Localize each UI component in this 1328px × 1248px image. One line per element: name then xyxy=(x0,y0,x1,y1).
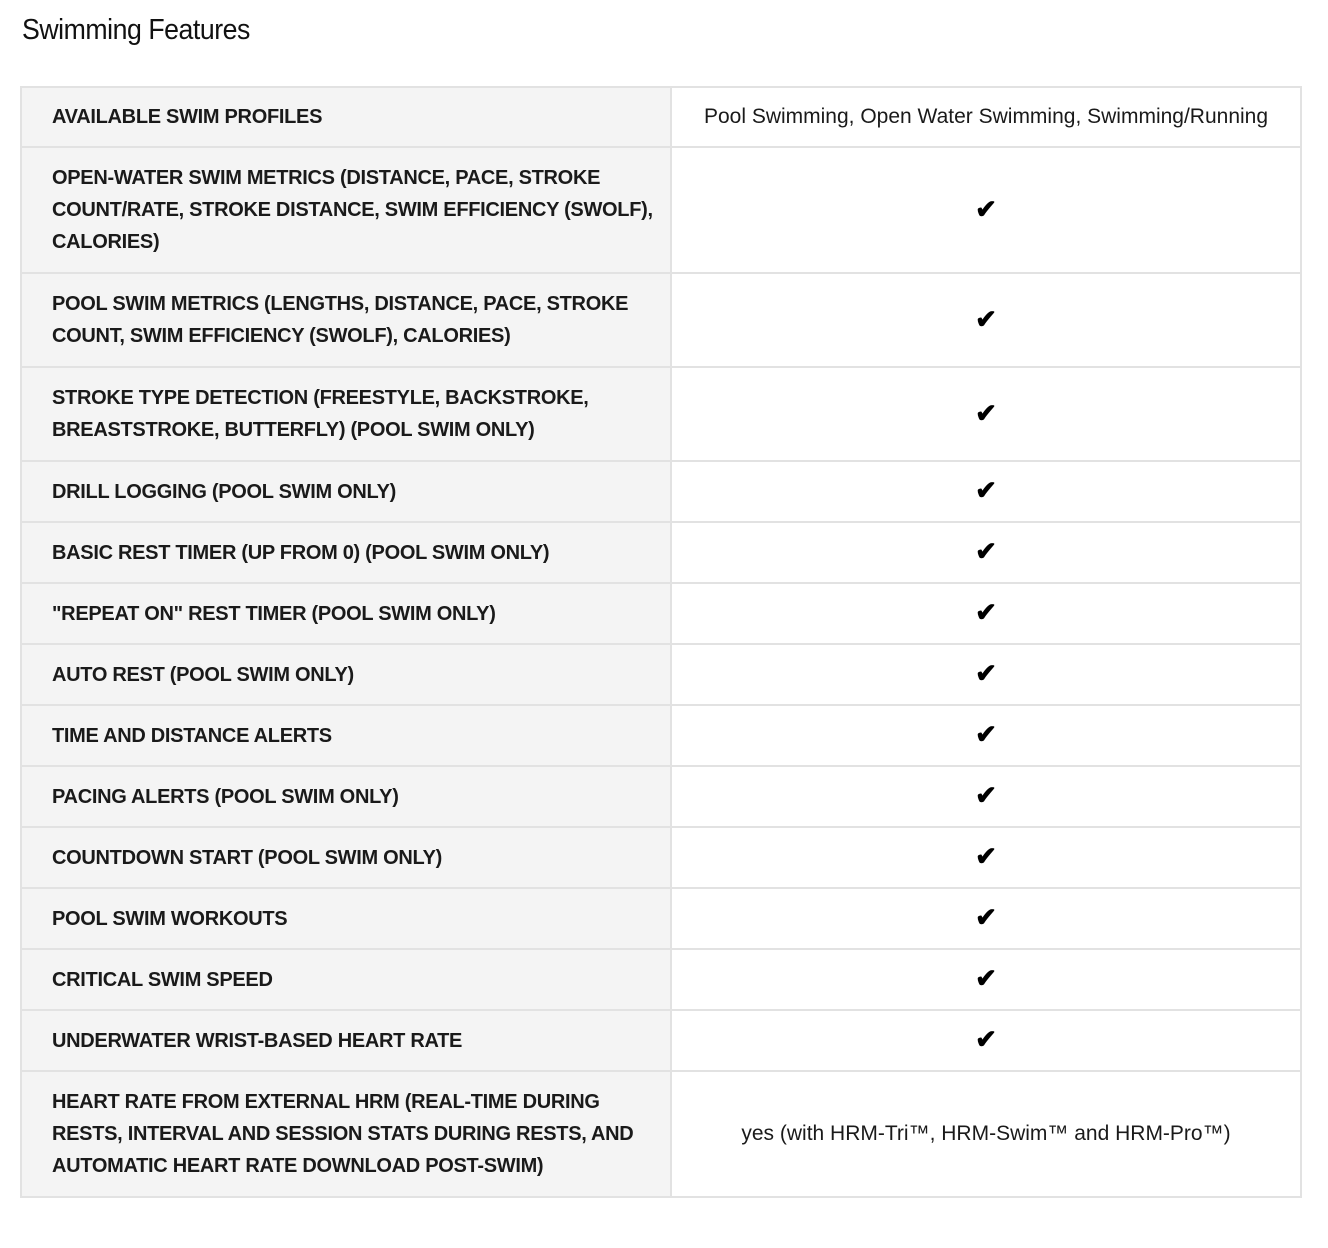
feature-value xyxy=(671,147,1301,273)
feature-name: AVAILABLE SWIM PROFILES xyxy=(21,87,671,147)
feature-name: HEART RATE FROM EXTERNAL HRM (REAL-TIME DURING RESTS, INTERVAL AND SESSION STATS DURING RESTS, AND AUTOMATIC HEART RATE DOWNLOAD POST-SWIM) xyxy=(21,1071,671,1197)
feature-value xyxy=(671,1010,1301,1071)
checkmark-icon: ✔ xyxy=(975,1024,997,1054)
checkmark-icon: ✔ xyxy=(975,193,997,224)
table-row xyxy=(21,827,1301,888)
feature-value xyxy=(671,522,1301,583)
table-row xyxy=(21,949,1301,1010)
feature-value xyxy=(671,367,1301,461)
feature-name: "REPEAT ON" REST TIMER (POOL SWIM ONLY) xyxy=(21,583,671,644)
table-row xyxy=(21,461,1301,522)
feature-value xyxy=(671,644,1301,705)
table-row xyxy=(21,1010,1301,1071)
swimming-features-table xyxy=(20,86,1302,1198)
feature-name: OPEN-WATER SWIM METRICS (DISTANCE, PACE, STROKE COUNT/RATE, STROKE DISTANCE, SWIM EFFICIENCY (SWOLF), CALORIES) xyxy=(21,147,671,273)
checkmark-icon: ✔ xyxy=(975,475,997,505)
checkmark-icon: ✔ xyxy=(975,841,997,871)
checkmark-icon: ✔ xyxy=(975,658,997,688)
table-row xyxy=(21,273,1301,367)
feature-name: UNDERWATER WRIST-BASED HEART RATE xyxy=(21,1010,671,1071)
feature-value xyxy=(671,827,1301,888)
table-row xyxy=(21,583,1301,644)
checkmark-icon: ✔ xyxy=(975,397,997,428)
table-row xyxy=(21,644,1301,705)
feature-name: PACING ALERTS (POOL SWIM ONLY) xyxy=(21,766,671,827)
feature-value xyxy=(671,461,1301,522)
feature-name: AUTO REST (POOL SWIM ONLY) xyxy=(21,644,671,705)
feature-value: yes (with HRM-Tri™, HRM-Swim™ and HRM-Pro™) xyxy=(671,1071,1301,1197)
table-row xyxy=(21,888,1301,949)
checkmark-icon: ✔ xyxy=(975,536,997,566)
table-row xyxy=(21,705,1301,766)
table-row xyxy=(21,147,1301,273)
feature-name: CRITICAL SWIM SPEED xyxy=(21,949,671,1010)
feature-value: Pool Swimming, Open Water Swimming, Swimming/Running xyxy=(671,87,1301,147)
feature-name: STROKE TYPE DETECTION (FREESTYLE, BACKSTROKE, BREASTSTROKE, BUTTERFLY) (POOL SWIM ONLY) xyxy=(21,367,671,461)
feature-name: TIME AND DISTANCE ALERTS xyxy=(21,705,671,766)
checkmark-icon: ✔ xyxy=(975,963,997,993)
feature-value xyxy=(671,583,1301,644)
checkmark-icon: ✔ xyxy=(975,780,997,810)
checkmark-icon: ✔ xyxy=(975,719,997,749)
feature-name: DRILL LOGGING (POOL SWIM ONLY) xyxy=(21,461,671,522)
table-row xyxy=(21,522,1301,583)
feature-value xyxy=(671,888,1301,949)
table-row xyxy=(21,766,1301,827)
feature-name: POOL SWIM WORKOUTS xyxy=(21,888,671,949)
table-row xyxy=(21,1071,1301,1197)
section-title: Swimming Features xyxy=(22,14,250,46)
checkmark-icon: ✔ xyxy=(975,597,997,627)
feature-value xyxy=(671,766,1301,827)
feature-value xyxy=(671,705,1301,766)
feature-value xyxy=(671,273,1301,367)
feature-value xyxy=(671,949,1301,1010)
feature-name: POOL SWIM METRICS (LENGTHS, DISTANCE, PACE, STROKE COUNT, SWIM EFFICIENCY (SWOLF), CALORIES) xyxy=(21,273,671,367)
checkmark-icon: ✔ xyxy=(975,303,997,334)
table-row xyxy=(21,367,1301,461)
checkmark-icon: ✔ xyxy=(975,902,997,932)
table-row xyxy=(21,87,1301,147)
feature-name: COUNTDOWN START (POOL SWIM ONLY) xyxy=(21,827,671,888)
feature-name: BASIC REST TIMER (UP FROM 0) (POOL SWIM ONLY) xyxy=(21,522,671,583)
